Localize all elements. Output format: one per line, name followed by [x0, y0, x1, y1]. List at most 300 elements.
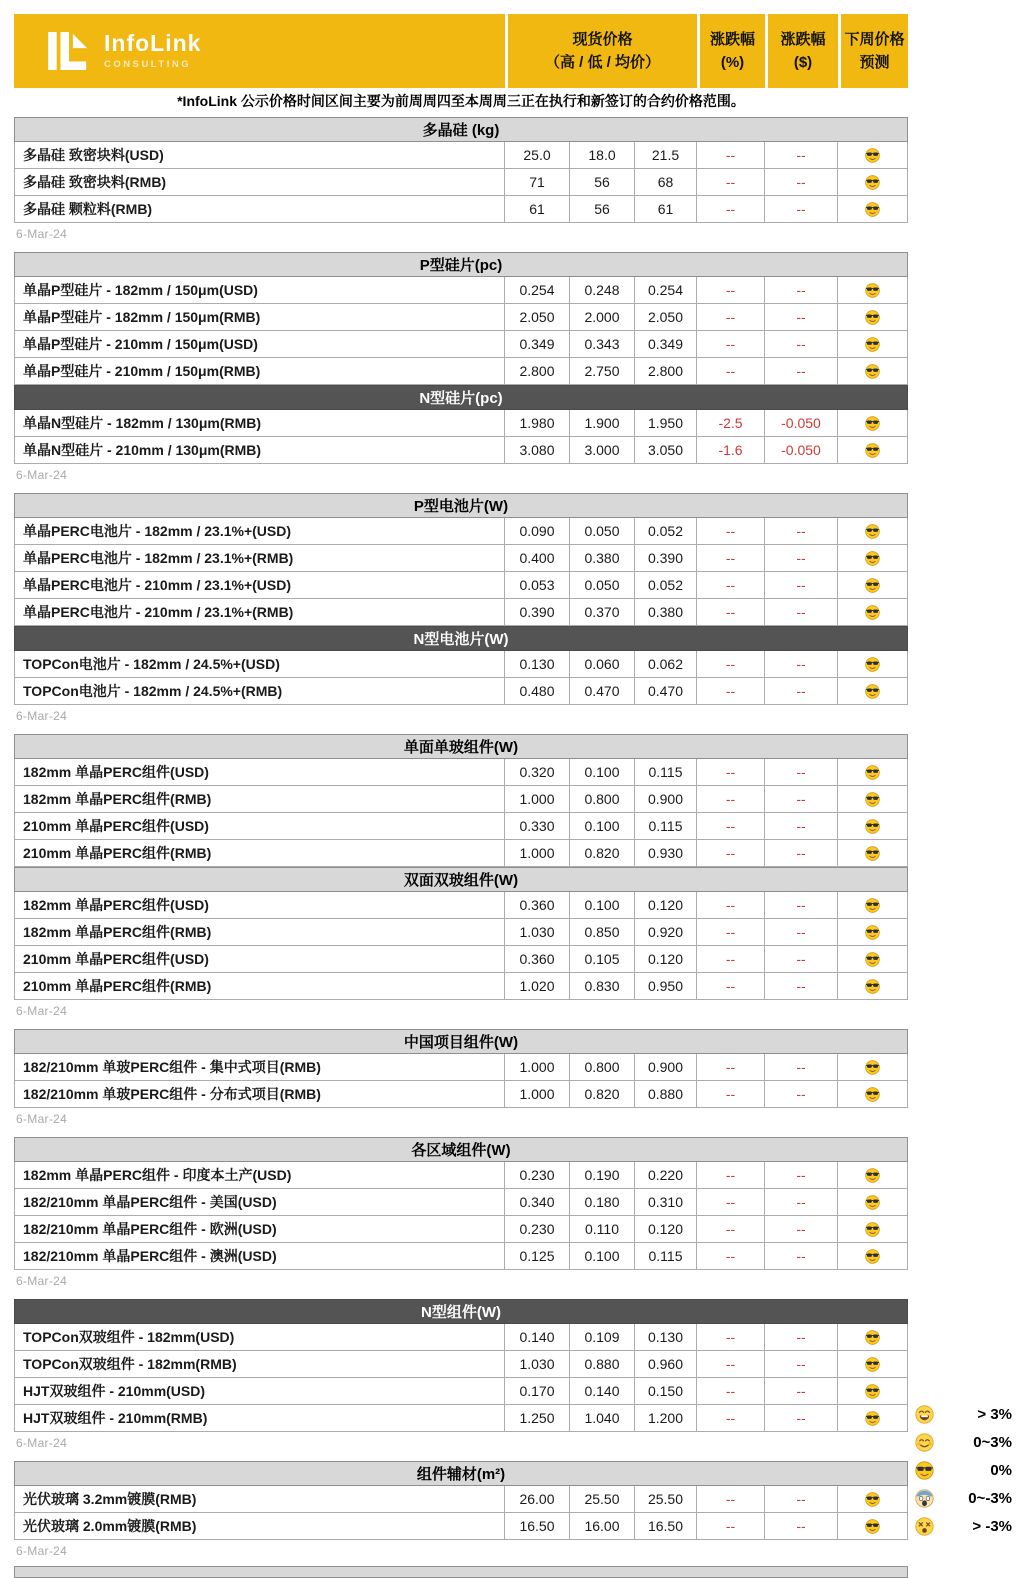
- sunglasses-emoji-icon: [865, 416, 880, 431]
- sunglasses-emoji-icon: [865, 1357, 880, 1372]
- forecast-cell: [838, 545, 908, 572]
- change-usd-cell: -0.050: [765, 410, 838, 437]
- forecast-cell: [838, 813, 908, 840]
- change-usd-cell: -0.050: [765, 437, 838, 464]
- price-high-cell: 26.00: [505, 1486, 570, 1513]
- price-low-cell: 0.180: [570, 1189, 635, 1216]
- table-row: [14, 892, 908, 919]
- price-low-cell: 1.040: [570, 1405, 635, 1432]
- change-usd-cell: --: [765, 142, 838, 169]
- price-low-cell: 0.248: [570, 277, 635, 304]
- change-usd-cell: --: [765, 331, 838, 358]
- change-usd-cell: --: [765, 973, 838, 1000]
- price-high-cell: 0.330: [505, 813, 570, 840]
- price-avg-cell: 25.50: [635, 1486, 697, 1513]
- change-usd-cell: --: [765, 651, 838, 678]
- legend-item: [915, 1456, 1012, 1484]
- row-label: 182/210mm 单晶PERC组件 - 澳洲(USD): [14, 1243, 505, 1270]
- price-high-cell: 0.090: [505, 518, 570, 545]
- price-high-cell: 0.170: [505, 1378, 570, 1405]
- section-header: N型组件(W): [14, 1299, 908, 1324]
- table-row: [14, 1243, 908, 1270]
- price-avg-cell: 0.390: [635, 545, 697, 572]
- change-pct-cell: --: [697, 651, 765, 678]
- table-row: [14, 973, 908, 1000]
- price-avg-cell: 68: [635, 169, 697, 196]
- legend-label: > -3%: [972, 1517, 1012, 1535]
- change-pct-cell: --: [697, 973, 765, 1000]
- price-high-cell: 0.130: [505, 651, 570, 678]
- price-avg-cell: 0.950: [635, 973, 697, 1000]
- table-row: [14, 1513, 908, 1540]
- price-high-cell: 1.020: [505, 973, 570, 1000]
- change-pct-cell: --: [697, 358, 765, 385]
- sunglasses-emoji-icon: [865, 1060, 880, 1075]
- change-pct-cell: --: [697, 518, 765, 545]
- sunglasses-emoji-icon: [865, 765, 880, 780]
- change-usd-cell: --: [765, 599, 838, 626]
- change-pct-cell: -2.5: [697, 410, 765, 437]
- price-section: [14, 1299, 908, 1432]
- price-low-cell: 0.110: [570, 1216, 635, 1243]
- price-low-cell: 56: [570, 196, 635, 223]
- sunglasses-emoji-icon: [865, 148, 880, 163]
- forecast-cell: [838, 331, 908, 358]
- sunglasses-emoji-icon: [865, 1222, 880, 1237]
- forecast-cell: [838, 196, 908, 223]
- price-low-cell: 0.100: [570, 892, 635, 919]
- sunglasses-emoji-icon: [865, 1492, 880, 1507]
- sunglasses-emoji-icon: [865, 684, 880, 699]
- forecast-subtitle: 预测: [859, 54, 890, 71]
- price-high-cell: 1.030: [505, 1351, 570, 1378]
- price-avg-cell: 1.200: [635, 1405, 697, 1432]
- change-pct-cell: --: [697, 277, 765, 304]
- price-low-cell: 0.470: [570, 678, 635, 705]
- row-label: 多晶硅 颗粒料(RMB): [14, 196, 505, 223]
- forecast-cell: [838, 518, 908, 545]
- change-usd-cell: --: [765, 1378, 838, 1405]
- change-pct-cell: --: [697, 142, 765, 169]
- change-usd-cell: --: [765, 518, 838, 545]
- forecast-cell: [838, 1324, 908, 1351]
- sunglasses-emoji-icon: [865, 925, 880, 940]
- table-row: [14, 840, 908, 867]
- sunglasses-emoji-icon: [865, 846, 880, 861]
- change-pct-cell: --: [697, 331, 765, 358]
- change-usd-cell: --: [765, 813, 838, 840]
- row-label: 单晶N型硅片 - 182mm / 130μm(RMB): [14, 410, 505, 437]
- change-pct-cell: --: [697, 892, 765, 919]
- change-pct-cell: --: [697, 813, 765, 840]
- table-row: [14, 919, 908, 946]
- legend-label: 0%: [990, 1461, 1012, 1479]
- change-usd-cell: --: [765, 169, 838, 196]
- price-low-cell: 0.850: [570, 919, 635, 946]
- price-low-cell: 0.380: [570, 545, 635, 572]
- legend-label: 0~3%: [973, 1433, 1012, 1451]
- forecast-cell: [838, 277, 908, 304]
- table-row: [14, 1324, 908, 1351]
- row-label: 182mm 单晶PERC组件(RMB): [14, 919, 505, 946]
- table-row: [14, 759, 908, 786]
- table-row: [14, 196, 908, 223]
- price-high-cell: 1.980: [505, 410, 570, 437]
- forecast-cell: [838, 358, 908, 385]
- sunglasses-emoji-icon: [865, 443, 880, 458]
- table-row: [14, 813, 908, 840]
- change-pct-cell: --: [697, 1486, 765, 1513]
- section-group: [14, 493, 908, 723]
- price-high-cell: 0.320: [505, 759, 570, 786]
- sunglasses-emoji-icon: [865, 819, 880, 834]
- section-header: 单面单玻组件(W): [14, 734, 908, 759]
- row-label: 单晶PERC电池片 - 182mm / 23.1%+(RMB): [14, 545, 505, 572]
- change-pct-cell: --: [697, 946, 765, 973]
- price-high-cell: 1.000: [505, 1081, 570, 1108]
- column-header-spot-price: [505, 14, 697, 88]
- price-low-cell: 0.100: [570, 759, 635, 786]
- change-pct-cell: --: [697, 1351, 765, 1378]
- forecast-cell: [838, 1405, 908, 1432]
- forecast-cell: [838, 1081, 908, 1108]
- price-avg-cell: 0.062: [635, 651, 697, 678]
- change-usd-cell: --: [765, 1324, 838, 1351]
- section-header: 中国项目组件(W): [14, 1029, 908, 1054]
- change-pct-subtitle: (%): [720, 54, 745, 71]
- section-date: 6-Mar-24: [16, 709, 68, 723]
- price-avg-cell: 3.050: [635, 437, 697, 464]
- section-date: 6-Mar-24: [16, 227, 68, 241]
- row-label: 单晶PERC电池片 - 210mm / 23.1%+(RMB): [14, 599, 505, 626]
- row-label: 182mm 单晶PERC组件(USD): [14, 759, 505, 786]
- change-usd-cell: --: [765, 786, 838, 813]
- price-avg-cell: 21.5: [635, 142, 697, 169]
- row-label: TOPCon电池片 - 182mm / 24.5%+(RMB): [14, 678, 505, 705]
- sunglasses-emoji-icon: [865, 283, 880, 298]
- change-usd-cell: --: [765, 1216, 838, 1243]
- price-avg-cell: 0.900: [635, 786, 697, 813]
- price-avg-cell: 2.800: [635, 358, 697, 385]
- section-header: P型硅片(pc): [14, 252, 908, 277]
- section-group: [14, 252, 908, 482]
- table-row: [14, 142, 908, 169]
- change-pct-cell: --: [697, 1243, 765, 1270]
- row-label: HJT双玻组件 - 210mm(USD): [14, 1378, 505, 1405]
- change-usd-cell: --: [765, 1405, 838, 1432]
- price-avg-cell: 0.960: [635, 1351, 697, 1378]
- table-row: [14, 1486, 908, 1513]
- price-low-cell: 0.140: [570, 1378, 635, 1405]
- forecast-cell: [838, 1486, 908, 1513]
- column-header-change-usd: [765, 14, 838, 88]
- change-usd-cell: --: [765, 304, 838, 331]
- section-date: 6-Mar-24: [16, 1436, 68, 1450]
- row-label: 单晶PERC电池片 - 182mm / 23.1%+(USD): [14, 518, 505, 545]
- forecast-cell: [838, 572, 908, 599]
- change-usd-cell: --: [765, 545, 838, 572]
- price-high-cell: 0.360: [505, 892, 570, 919]
- change-usd-cell: --: [765, 277, 838, 304]
- column-header-change-pct: [697, 14, 765, 88]
- price-high-cell: 0.053: [505, 572, 570, 599]
- change-pct-cell: --: [697, 1054, 765, 1081]
- price-avg-cell: 0.052: [635, 572, 697, 599]
- forecast-cell: [838, 1243, 908, 1270]
- table-row: [14, 545, 908, 572]
- price-low-cell: 0.050: [570, 572, 635, 599]
- forecast-cell: [838, 410, 908, 437]
- table-row: [14, 304, 908, 331]
- table-row: [14, 1081, 908, 1108]
- table-row: [14, 946, 908, 973]
- row-label: 单晶PERC电池片 - 210mm / 23.1%+(USD): [14, 572, 505, 599]
- row-label: 210mm 单晶PERC组件(RMB): [14, 840, 505, 867]
- row-label: 多晶硅 致密块料(USD): [14, 142, 505, 169]
- brand-text: [104, 32, 201, 70]
- row-label: 182mm 单晶PERC组件(USD): [14, 892, 505, 919]
- table-row: [14, 1216, 908, 1243]
- smiling-face-icon: [915, 1433, 934, 1452]
- legend-item: [915, 1484, 1012, 1512]
- price-high-cell: 1.250: [505, 1405, 570, 1432]
- sunglasses-emoji-icon: [865, 657, 880, 672]
- price-low-cell: 0.100: [570, 1243, 635, 1270]
- forecast-cell: [838, 840, 908, 867]
- price-avg-cell: 0.380: [635, 599, 697, 626]
- sunglasses-emoji-icon: [865, 1249, 880, 1264]
- price-section: [14, 1137, 908, 1270]
- price-low-cell: 2.000: [570, 304, 635, 331]
- price-high-cell: 16.50: [505, 1513, 570, 1540]
- forecast-cell: [838, 1054, 908, 1081]
- price-avg-cell: 0.349: [635, 331, 697, 358]
- change-usd-cell: --: [765, 572, 838, 599]
- change-usd-cell: --: [765, 1243, 838, 1270]
- section-header: 多晶硅 (kg): [14, 117, 908, 142]
- change-usd-cell: --: [765, 892, 838, 919]
- change-pct-cell: --: [697, 169, 765, 196]
- section-group: [14, 734, 908, 1018]
- row-label: 182/210mm 单玻PERC组件 - 集中式项目(RMB): [14, 1054, 505, 1081]
- table-row: [14, 572, 908, 599]
- sunglasses-emoji-icon: [865, 524, 880, 539]
- brand-name: InfoLink: [104, 30, 202, 56]
- row-label: 单晶P型硅片 - 210mm / 150μm(RMB): [14, 358, 505, 385]
- table-row: [14, 437, 908, 464]
- price-avg-cell: 0.052: [635, 518, 697, 545]
- sunglasses-emoji-icon: [865, 551, 880, 566]
- change-usd-cell: --: [765, 1513, 838, 1540]
- price-avg-cell: 0.254: [635, 277, 697, 304]
- row-label: 182/210mm 单晶PERC组件 - 美国(USD): [14, 1189, 505, 1216]
- price-low-cell: 56: [570, 169, 635, 196]
- dizzy-face-icon: [915, 1517, 934, 1536]
- price-low-cell: 1.900: [570, 410, 635, 437]
- forecast-cell: [838, 1216, 908, 1243]
- table-row: [14, 1054, 908, 1081]
- price-high-cell: 2.800: [505, 358, 570, 385]
- price-avg-cell: 0.900: [635, 1054, 697, 1081]
- price-avg-cell: 16.50: [635, 1513, 697, 1540]
- forecast-cell: [838, 1378, 908, 1405]
- table-row: [14, 786, 908, 813]
- table-row: [14, 410, 908, 437]
- section-date: 6-Mar-24: [16, 1004, 68, 1018]
- change-pct-cell: -1.6: [697, 437, 765, 464]
- row-label: 单晶N型硅片 - 210mm / 130μm(RMB): [14, 437, 505, 464]
- sunglasses-emoji-icon: [865, 1519, 880, 1534]
- price-avg-cell: 0.880: [635, 1081, 697, 1108]
- legend-label: 0~-3%: [968, 1489, 1012, 1507]
- price-high-cell: 0.340: [505, 1189, 570, 1216]
- section-group: [14, 1461, 908, 1558]
- change-usd-cell: --: [765, 358, 838, 385]
- price-high-cell: 71: [505, 169, 570, 196]
- price-low-cell: 0.343: [570, 331, 635, 358]
- change-pct-cell: --: [697, 919, 765, 946]
- sunglasses-emoji-icon: [865, 898, 880, 913]
- price-low-cell: 0.190: [570, 1162, 635, 1189]
- sunglasses-emoji-icon: [865, 1330, 880, 1345]
- table-row: [14, 518, 908, 545]
- row-label: 210mm 单晶PERC组件(USD): [14, 813, 505, 840]
- section-header: 组件辅材(m²): [14, 1461, 908, 1486]
- price-section: [14, 117, 908, 223]
- price-avg-cell: 0.115: [635, 1243, 697, 1270]
- price-high-cell: 61: [505, 196, 570, 223]
- price-section: [14, 385, 908, 464]
- forecast-cell: [838, 599, 908, 626]
- table-row: [14, 331, 908, 358]
- change-usd-cell: --: [765, 759, 838, 786]
- price-high-cell: 2.050: [505, 304, 570, 331]
- sunglasses-emoji-icon: [865, 1411, 880, 1426]
- spot-price-title: 现货价格: [572, 30, 633, 48]
- price-avg-cell: 0.120: [635, 1216, 697, 1243]
- row-label: TOPCon双玻组件 - 182mm(RMB): [14, 1351, 505, 1378]
- price-avg-cell: 2.050: [635, 304, 697, 331]
- change-pct-cell: --: [697, 545, 765, 572]
- change-usd-cell: --: [765, 1351, 838, 1378]
- price-section: [14, 626, 908, 705]
- row-label: 单晶P型硅片 - 182mm / 150μm(RMB): [14, 304, 505, 331]
- change-pct-cell: --: [697, 599, 765, 626]
- price-high-cell: 0.230: [505, 1216, 570, 1243]
- change-pct-cell: --: [697, 1405, 765, 1432]
- price-low-cell: 0.109: [570, 1324, 635, 1351]
- grinning-face-icon: [915, 1405, 934, 1424]
- price-high-cell: 3.080: [505, 437, 570, 464]
- forecast-cell: [838, 1162, 908, 1189]
- next-section-header-cutoff: [14, 1566, 908, 1578]
- legend-item: [915, 1512, 1012, 1540]
- change-pct-cell: --: [697, 1162, 765, 1189]
- spot-price-subtitle: （高 / 低 / 均价）: [544, 54, 660, 71]
- price-high-cell: 25.0: [505, 142, 570, 169]
- row-label: 光伏玻璃 2.0mm镀膜(RMB): [14, 1513, 505, 1540]
- brand-logo: [14, 14, 505, 88]
- section-group: [14, 1137, 908, 1288]
- change-pct-title: 涨跌幅: [709, 30, 755, 48]
- table-row: [14, 1189, 908, 1216]
- change-usd-cell: --: [765, 840, 838, 867]
- change-usd-cell: --: [765, 196, 838, 223]
- price-low-cell: 16.00: [570, 1513, 635, 1540]
- sunglasses-emoji-icon: [865, 578, 880, 593]
- price-low-cell: 0.800: [570, 1054, 635, 1081]
- row-label: TOPCon双玻组件 - 182mm(USD): [14, 1324, 505, 1351]
- sunglasses-emoji-icon: [865, 175, 880, 190]
- change-pct-cell: --: [697, 678, 765, 705]
- change-usd-cell: --: [765, 946, 838, 973]
- price-low-cell: 3.000: [570, 437, 635, 464]
- price-low-cell: 0.100: [570, 813, 635, 840]
- price-section: [14, 1029, 908, 1108]
- change-pct-cell: --: [697, 786, 765, 813]
- forecast-cell: [838, 786, 908, 813]
- table-row: [14, 599, 908, 626]
- table-header: [14, 14, 908, 88]
- sunglasses-emoji-icon: [865, 1087, 880, 1102]
- row-label: HJT双玻组件 - 210mm(RMB): [14, 1405, 505, 1432]
- table-row: [14, 1405, 908, 1432]
- row-label: 182mm 单晶PERC组件(RMB): [14, 786, 505, 813]
- row-label: 光伏玻璃 3.2mm镀膜(RMB): [14, 1486, 505, 1513]
- row-label: 单晶P型硅片 - 182mm / 150μm(USD): [14, 277, 505, 304]
- table-row: [14, 358, 908, 385]
- change-usd-subtitle: ($): [793, 54, 813, 71]
- price-high-cell: 0.390: [505, 599, 570, 626]
- change-pct-cell: --: [697, 196, 765, 223]
- infolink-logo-icon: [48, 32, 92, 70]
- row-label: 210mm 单晶PERC组件(RMB): [14, 973, 505, 1000]
- row-label: 单晶P型硅片 - 210mm / 150μm(USD): [14, 331, 505, 358]
- forecast-cell: [838, 919, 908, 946]
- section-header: 双面双玻组件(W): [14, 867, 908, 892]
- table-row: [14, 651, 908, 678]
- change-pct-cell: --: [697, 840, 765, 867]
- price-section: [14, 734, 908, 867]
- price-low-cell: 2.750: [570, 358, 635, 385]
- sunglasses-emoji-icon: [865, 310, 880, 325]
- section-date: 6-Mar-24: [16, 1112, 68, 1126]
- forecast-cell: [838, 1189, 908, 1216]
- change-usd-title: 涨跌幅: [780, 30, 826, 48]
- section-date: 6-Mar-24: [16, 1544, 68, 1558]
- section-group: [14, 117, 908, 241]
- price-high-cell: 0.349: [505, 331, 570, 358]
- forecast-cell: [838, 973, 908, 1000]
- price-low-cell: 18.0: [570, 142, 635, 169]
- sunglasses-emoji-icon: [865, 979, 880, 994]
- forecast-cell: [838, 678, 908, 705]
- section-group: [14, 1299, 908, 1450]
- legend-item: [915, 1400, 1012, 1428]
- table-row: [14, 678, 908, 705]
- price-avg-cell: 0.930: [635, 840, 697, 867]
- change-pct-cell: --: [697, 1216, 765, 1243]
- change-usd-cell: --: [765, 919, 838, 946]
- price-avg-cell: 1.950: [635, 410, 697, 437]
- change-pct-cell: --: [697, 1513, 765, 1540]
- row-label: 182/210mm 单玻PERC组件 - 分布式项目(RMB): [14, 1081, 505, 1108]
- section-header: P型电池片(W): [14, 493, 908, 518]
- forecast-legend: [915, 1400, 1012, 1540]
- section-header: N型硅片(pc): [14, 385, 908, 410]
- legend-item: [915, 1428, 1012, 1456]
- change-pct-cell: --: [697, 1081, 765, 1108]
